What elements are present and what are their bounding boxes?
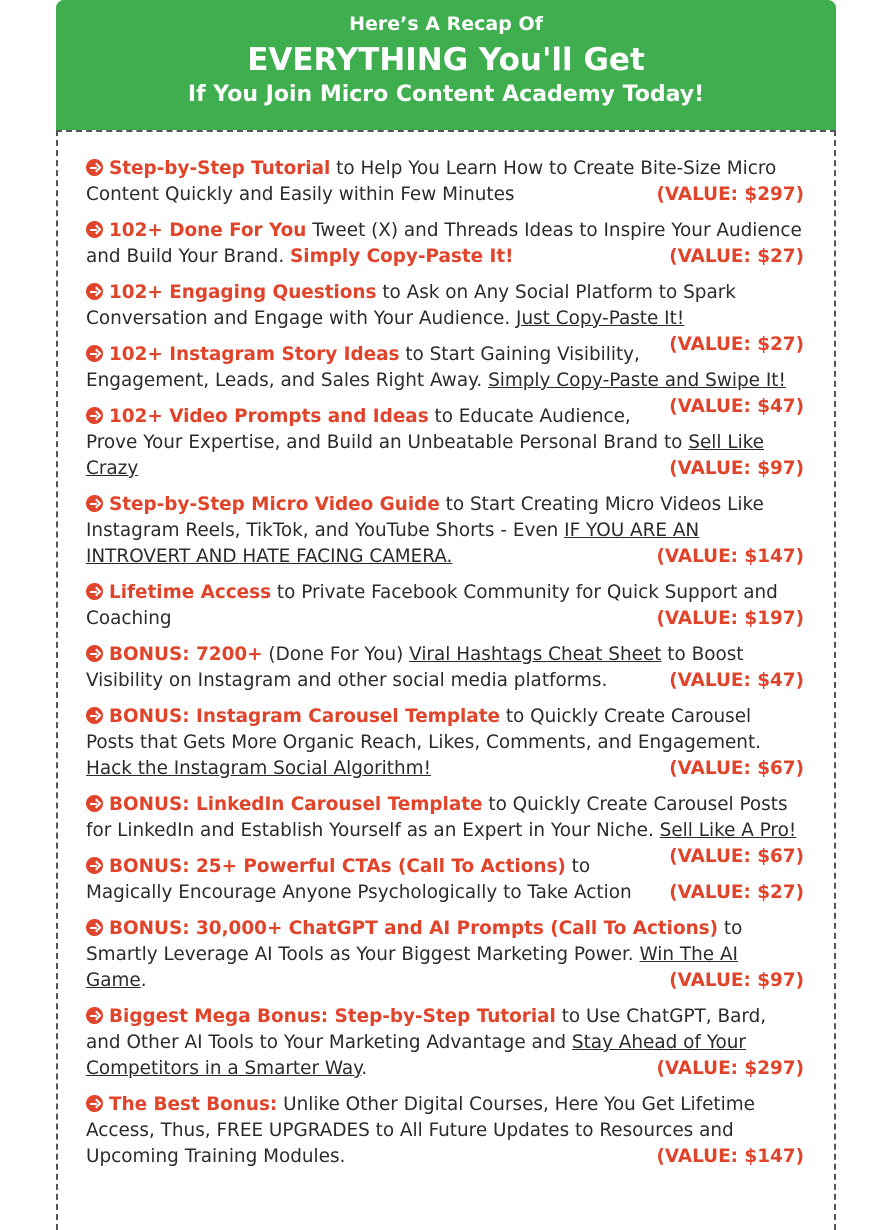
item-underline-link[interactable]: Win The AI Game	[86, 944, 738, 991]
item-text: to Smartly Leverage AI Tools as Your Biggest Marketing Power.	[86, 918, 743, 965]
item-highlight: Lifetime Access	[109, 582, 272, 603]
recap-item	[86, 642, 804, 694]
item-value: (VALUE: $297)	[656, 184, 804, 205]
arrow-circle-right-icon	[86, 495, 103, 512]
item-text: to Help You Learn How to Create Bite-Size Micro Content Quickly and Easily within Few Minutes	[86, 158, 777, 205]
item-text: to Educate Audience, Prove Your Expertise, and Build an Unbeatable Personal Brand to	[86, 406, 689, 453]
recap-header	[56, 0, 836, 130]
header-subtitle: If You Join Micro Content Academy Today!	[187, 82, 705, 107]
item-text: (Done For You)	[262, 644, 410, 665]
arrow-circle-right-icon	[86, 645, 103, 662]
item-highlight: BONUS: Instagram Carousel Template	[109, 706, 500, 727]
item-value: (VALUE: $27)	[669, 246, 804, 267]
recap-item	[86, 156, 804, 208]
recap-item	[86, 704, 804, 782]
item-text: to Private Facebook Community for Quick Support and Coaching	[86, 582, 778, 629]
arrow-circle-right-icon	[86, 583, 103, 600]
arrow-circle-right-icon	[86, 795, 103, 812]
item-text-end: .	[140, 970, 147, 991]
item-highlight: BONUS: 25+ Powerful CTAs (Call To Actions)	[109, 856, 566, 877]
item-highlight: 102+ Video Prompts and Ideas	[109, 406, 429, 427]
item-value: (VALUE: $297)	[656, 1058, 804, 1079]
item-highlight: BONUS: 30,000+ ChatGPT and AI Prompts (Call To Actions)	[109, 918, 719, 939]
arrow-circle-right-icon	[86, 221, 103, 238]
arrow-circle-right-icon	[86, 345, 103, 362]
item-text: to Quickly Create Carousel Posts for LinkedIn and Establish Yourself as an Expert in Your Niche.	[86, 794, 788, 841]
item-value: (VALUE: $47)	[669, 670, 804, 691]
item-highlight: 102+ Engaging Questions	[109, 282, 377, 303]
arrow-circle-right-icon	[86, 407, 103, 424]
item-value: (VALUE: $27)	[669, 882, 804, 903]
item-text-end: to Boost Visibility on Instagram and other social media platforms.	[86, 644, 744, 691]
item-highlight: 102+ Instagram Story Ideas	[109, 344, 400, 365]
item-value: (VALUE: $97)	[669, 458, 804, 479]
item-value: (VALUE: $67)	[669, 846, 804, 867]
arrow-circle-right-icon	[86, 283, 103, 300]
item-value: (VALUE: $97)	[669, 970, 804, 991]
item-highlight: BONUS: 7200+	[109, 644, 263, 665]
item-highlight: BONUS: LinkedIn Carousel Template	[109, 794, 483, 815]
arrow-circle-right-icon	[86, 159, 103, 176]
item-highlight: Step-by-Step Tutorial	[109, 158, 331, 179]
recap-card	[56, 0, 836, 1200]
item-underline-link[interactable]: IF YOU ARE AN INTROVERT AND HATE FACING CAMERA.	[86, 520, 700, 567]
item-value: (VALUE: $27)	[669, 334, 804, 355]
recap-item	[86, 580, 804, 632]
recap-item	[86, 218, 804, 270]
recap-item	[86, 492, 804, 570]
item-underline-link[interactable]: Hack the Instagram Social Algorithm!	[86, 758, 431, 779]
arrow-circle-right-icon	[86, 919, 103, 936]
item-underline-link[interactable]: Sell Like Crazy	[86, 432, 764, 479]
recap-item	[86, 854, 804, 906]
item-value: (VALUE: $67)	[669, 758, 804, 779]
item-text: to Quickly Create Carousel Posts that Gets More Organic Reach, Likes, Comments, and Engagement.	[86, 706, 762, 753]
header-line-1: Here’s A Recap Of	[349, 13, 543, 35]
recap-item	[86, 916, 804, 994]
arrow-circle-right-icon	[86, 857, 103, 874]
item-text: Tweet (X) and Threads Ideas to Inspire Your Audience and Build Your Brand.	[86, 220, 802, 267]
item-underline-link[interactable]: Simply Copy-Paste and Swipe It!	[488, 370, 786, 391]
item-text: to Start Gaining Visibility, Engagement, Leads, and Sales Right Away.	[86, 344, 640, 391]
arrow-circle-right-icon	[86, 707, 103, 724]
item-highlight: 102+ Done For You	[109, 220, 307, 241]
item-highlight: Biggest Mega Bonus: Step-by-Step Tutorial	[109, 1006, 556, 1027]
item-value: (VALUE: $47)	[669, 396, 804, 417]
item-highlight: The Best Bonus:	[109, 1094, 278, 1115]
item-underline-link[interactable]: Sell Like A Pro!	[659, 820, 797, 841]
item-underline-link[interactable]: Stay Ahead of Your Competitors in a Smarter Way	[86, 1032, 746, 1079]
item-text: to Magically Encourage Anyone Psychologically to Take Action	[86, 856, 632, 903]
item-value: (VALUE: $147)	[656, 546, 804, 567]
arrow-circle-right-icon	[86, 1095, 103, 1112]
item-text: to Start Creating Micro Videos Like Instagram Reels, TikTok, and YouTube Shorts - Even	[86, 494, 764, 541]
item-text: to Use ChatGPT, Bard, and Other AI Tools to Your Marketing Advantage and	[86, 1006, 767, 1053]
arrow-circle-right-icon	[86, 1007, 103, 1024]
recap-item	[86, 1004, 804, 1082]
item-underline-link[interactable]: Just Copy-Paste It!	[516, 308, 685, 329]
item-highlight: Step-by-Step Micro Video Guide	[109, 494, 440, 515]
recap-list	[56, 130, 836, 1230]
item-highlight-2: Simply Copy-Paste It!	[290, 246, 514, 267]
item-text: Unlike Other Digital Courses, Here You Get Lifetime Access, Thus, FREE UPGRADES to All Future Updates to Resources and Upcoming Training Modules.	[86, 1094, 755, 1167]
header-title: EVERYTHING You'll Get	[247, 42, 645, 78]
item-text: to Ask on Any Social Platform to Spark Conversation and Engage with Your Audience.	[86, 282, 736, 329]
item-value: (VALUE: $147)	[656, 1146, 804, 1167]
recap-item	[86, 1092, 804, 1170]
item-text-end: .	[361, 1058, 368, 1079]
item-underline-link[interactable]: Viral Hashtags Cheat Sheet	[409, 644, 662, 665]
recap-item	[86, 404, 804, 482]
item-value: (VALUE: $197)	[656, 608, 804, 629]
